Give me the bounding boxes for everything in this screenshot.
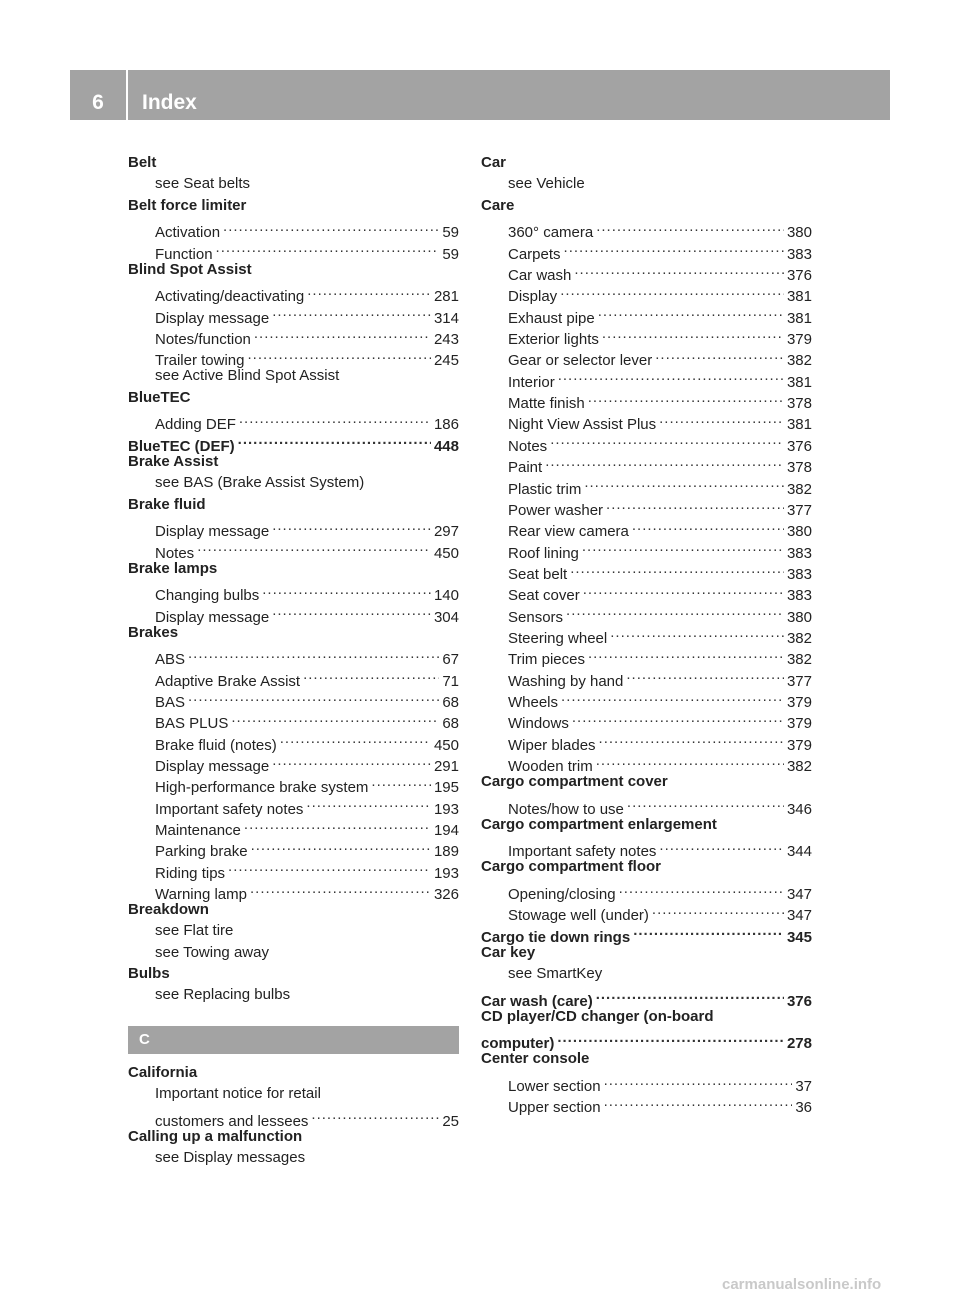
index-entry-page: 68 [442, 693, 459, 711]
page-title: Index [142, 91, 197, 114]
dot-leader [550, 429, 784, 450]
index-entry [128, 259, 459, 280]
index-entry-text: Paint [508, 459, 543, 477]
dot-leader [582, 536, 784, 557]
dot-leader [626, 664, 784, 685]
dot-leader [596, 216, 784, 237]
index-entry-text: Activation [155, 224, 221, 242]
index-entry [128, 365, 459, 386]
dot-leader [231, 707, 439, 728]
index-entry [128, 408, 459, 434]
index-entry-text: see Vehicle [508, 175, 585, 193]
index-entry-text: BAS [155, 693, 186, 711]
index-entry [481, 1006, 812, 1027]
dot-leader [596, 984, 784, 1005]
index-entry [128, 216, 459, 242]
index-entry [128, 920, 459, 941]
index-entry-page: 382 [786, 629, 812, 647]
index-entry [481, 856, 812, 877]
index-entry-text: Matte finish [508, 395, 585, 413]
index-entry-text: Display message [155, 309, 270, 327]
index-entry-text: Belt force limiter [128, 196, 247, 214]
index-entry-page: 37 [795, 1078, 812, 1096]
index-entry-text: Carpets [508, 245, 561, 263]
index-entry-text: Wooden trim [508, 757, 593, 775]
index-entry-page: 59 [442, 224, 459, 242]
index-entry-text: Display message [155, 608, 270, 626]
index-entry [481, 1048, 812, 1069]
index-entry-text: Cargo compartment floor [481, 858, 662, 876]
index-entry-page: 448 [433, 437, 459, 455]
dot-leader [598, 301, 784, 322]
index-entry-page: 68 [442, 715, 459, 733]
index-entry [481, 814, 812, 835]
index-entry-text: Wiper blades [508, 736, 596, 754]
index-entry-text: Stowage well (under) [508, 907, 649, 925]
index-entry-page: 71 [442, 672, 459, 690]
index-entry-text: Display [508, 288, 558, 306]
index-entry-text: Riding tips [155, 864, 226, 882]
index-entry-page: 278 [786, 1035, 812, 1053]
index-entry-text: Calling up a malfunction [128, 1127, 303, 1145]
index-entry-page: 379 [786, 736, 812, 754]
index-entry [128, 622, 459, 643]
index-entry [128, 515, 459, 541]
dot-leader [561, 686, 784, 707]
dot-leader [633, 920, 784, 941]
index-entry-text: Car [481, 154, 507, 171]
index-entry [128, 1126, 459, 1147]
index-entry [128, 451, 459, 472]
dot-leader [280, 728, 431, 749]
index-entry-text: Care [481, 196, 515, 214]
index-entry-page: 381 [786, 309, 812, 327]
index-entry [128, 899, 459, 920]
dot-leader [584, 472, 784, 493]
index-entry-text: Display message [155, 757, 270, 775]
index-entry-text: Trailer towing [155, 352, 245, 370]
index-entry-page: 195 [433, 779, 459, 797]
dot-leader [560, 280, 784, 301]
index-entry-page: 314 [433, 309, 459, 327]
index-entry-page: 378 [786, 395, 812, 413]
index-entry [128, 1104, 459, 1130]
index-entry-text: ABS [155, 651, 186, 669]
index-entry-text: see SmartKey [508, 965, 603, 983]
dot-leader [251, 835, 431, 856]
index-entry-page: 383 [786, 245, 812, 263]
index-entry-text: Function [155, 245, 213, 263]
index-entry [128, 1062, 459, 1083]
index-entry-text: Opening/closing [508, 886, 616, 904]
dot-leader [197, 536, 431, 557]
index-entry [481, 771, 812, 792]
index-entry-page: 193 [433, 800, 459, 818]
dot-leader [545, 451, 784, 472]
index-entry-page: 382 [786, 480, 812, 498]
index-entry-text: see Towing away [155, 943, 269, 961]
dot-leader [272, 515, 431, 536]
dot-leader [272, 750, 431, 771]
index-entry-text: Belt [128, 154, 157, 171]
index-entry-text: Brake fluid (notes) [155, 736, 277, 754]
index-entry [481, 152, 812, 173]
index-entry-page: 383 [786, 565, 812, 583]
index-entry-page: 378 [786, 459, 812, 477]
index-list-c [128, 1062, 459, 1169]
index-entry-text: Plastic trim [508, 480, 582, 498]
dot-leader [588, 643, 784, 664]
index-entry-page: 189 [433, 843, 459, 861]
dot-leader [557, 1027, 784, 1048]
index-entry-page: 67 [442, 651, 459, 669]
dot-leader [659, 835, 784, 856]
index-entry-text: Cargo compartment enlargement [481, 815, 717, 833]
index-entry-page: 381 [786, 288, 812, 306]
index-entry-text: see Replacing bulbs [155, 986, 291, 1004]
index-entry-text: High-performance brake system [155, 779, 369, 797]
index-entry [128, 280, 459, 306]
dot-leader [602, 323, 784, 344]
dot-leader [566, 600, 784, 621]
index-entry-text: Warning lamp [155, 886, 247, 904]
header-divider [126, 70, 128, 120]
dot-leader [216, 237, 440, 258]
index-entry-text: Exhaust pipe [508, 309, 595, 327]
index-entry-text: Roof lining [508, 544, 579, 562]
index-entry-text: see Display messages [155, 1149, 306, 1167]
dot-leader [228, 856, 431, 877]
dot-leader [632, 515, 784, 536]
dot-leader [652, 899, 784, 920]
index-entry [128, 942, 459, 963]
dot-leader [239, 408, 431, 429]
index-entry-page: 380 [786, 224, 812, 242]
index-entry-text: Activating/deactivating [155, 288, 305, 306]
index-entry [481, 984, 812, 1010]
index-entry-page: 377 [786, 672, 812, 690]
index-entry-page: 194 [433, 822, 459, 839]
index-entry-page: 377 [786, 501, 812, 519]
index-entry-text: Seat cover [508, 587, 580, 605]
index-entry-text: Brake fluid [128, 495, 206, 513]
index-entry-text: Car key [481, 943, 536, 961]
index-entry-text: Parking brake [155, 843, 248, 861]
dot-leader [627, 792, 784, 813]
index-entry-text: Power washer [508, 501, 604, 519]
index-entry-page: 376 [786, 992, 812, 1010]
index-entry-text: Important notice for retail [155, 1085, 321, 1103]
index-entry-text: see BAS (Brake Assist System) [155, 474, 365, 492]
index-entry-text: California [128, 1063, 198, 1081]
dot-leader [371, 771, 431, 792]
dot-leader [247, 344, 430, 365]
index-entry-page: 291 [433, 757, 459, 775]
dot-leader [583, 579, 784, 600]
index-entry-page: 383 [786, 587, 812, 605]
index-entry [128, 579, 459, 605]
index-entry-text: see Seat belts [155, 175, 251, 193]
index-entry-page: 297 [433, 523, 459, 541]
index-entry-page: 381 [786, 373, 812, 391]
dot-leader [272, 600, 431, 621]
index-entry [128, 643, 459, 669]
index-entry-page: 379 [786, 715, 812, 733]
dot-leader [570, 558, 784, 579]
index-column-right [481, 152, 812, 1117]
index-entry-text: Cargo tie down rings [481, 928, 631, 946]
index-entry-page: 450 [433, 544, 459, 562]
dot-leader [238, 429, 431, 450]
index-entry-page: 140 [433, 587, 459, 605]
index-entry-text: Washing by hand [508, 672, 624, 690]
index-entry-text: Seat belt [508, 565, 568, 583]
index-entry [481, 878, 812, 904]
page-number: 6 [92, 91, 104, 114]
index-entry-text: see Flat tire [155, 922, 234, 940]
index-entry-text: Important safety notes [155, 800, 304, 818]
index-entry-page: 380 [786, 608, 812, 626]
index-entry-page: 186 [433, 416, 459, 434]
index-entry-text: see Active Blind Spot Assist [155, 367, 340, 385]
dot-leader [307, 280, 431, 301]
index-entry-page: 345 [786, 928, 812, 946]
index-entry-text: Interior [508, 373, 555, 391]
index-entry-page: 36 [795, 1099, 812, 1117]
index-entry-text: CD player/CD changer (on-board [481, 1007, 714, 1025]
index-column-left [128, 152, 459, 1168]
index-entry-page: 344 [786, 843, 812, 861]
index-entry-page: 346 [786, 800, 812, 818]
index-entry [481, 1027, 812, 1053]
index-entry-text: Trim pieces [508, 651, 585, 669]
index-entry-page: 59 [442, 245, 459, 263]
index-entry [128, 1083, 459, 1104]
dot-leader [254, 323, 431, 344]
dot-leader [574, 259, 784, 280]
index-entry [481, 963, 812, 984]
index-entry-text: Lower section [508, 1078, 601, 1096]
index-list-b [128, 152, 459, 1006]
index-entry [481, 1070, 812, 1096]
index-entry-text: Notes [155, 544, 195, 562]
index-entry-text: Adding DEF [155, 416, 236, 434]
index-entry [128, 152, 459, 173]
dot-leader [188, 686, 439, 707]
index-entry-text: Bulbs [128, 965, 170, 983]
dot-leader [564, 237, 784, 258]
index-entry-page: 376 [786, 267, 812, 285]
dot-leader [606, 494, 784, 515]
dot-leader [610, 622, 784, 643]
index-entry-text: customers and lessees [155, 1112, 309, 1130]
index-entry-page: 380 [786, 523, 812, 541]
index-entry-page: 347 [786, 886, 812, 904]
index-entry [128, 195, 459, 216]
dot-leader [572, 707, 784, 728]
dot-leader [604, 1070, 793, 1091]
index-list-car [481, 152, 812, 1117]
index-entry-text: Brakes [128, 623, 179, 641]
index-entry-text: Sensors [508, 608, 564, 626]
dot-leader [306, 792, 431, 813]
index-entry-page: 379 [786, 331, 812, 349]
index-entry-page: 381 [786, 416, 812, 434]
index-entry-page: 245 [433, 352, 459, 370]
dot-leader [303, 664, 439, 685]
dot-leader [244, 814, 431, 835]
index-entry [481, 942, 812, 963]
index-entry-text: Notes/how to use [508, 800, 624, 818]
index-entry-page: 376 [786, 437, 812, 455]
index-entry-page: 304 [433, 608, 459, 626]
index-entry-page: 281 [433, 288, 459, 306]
index-entry-page: 347 [786, 907, 812, 925]
index-entry-page: 383 [786, 544, 812, 562]
dot-leader [588, 387, 784, 408]
index-entry-text: computer) [481, 1035, 555, 1053]
index-entry [128, 1147, 459, 1168]
index-entry-text: Brake Assist [128, 452, 219, 470]
section-header-c: C [128, 1026, 459, 1054]
index-entry-text: Rear view camera [508, 523, 629, 541]
dot-leader [655, 344, 784, 365]
index-entry-text: Car wash [508, 267, 572, 285]
index-entry-text: Display message [155, 523, 270, 541]
index-entry-text: BlueTEC [128, 388, 191, 406]
dot-leader [619, 878, 784, 899]
dot-leader [599, 728, 784, 749]
index-entry-text: Wheels [508, 693, 559, 711]
index-entry-page: 326 [433, 886, 459, 904]
index-entry-page: 379 [786, 693, 812, 711]
index-entry-page: 25 [442, 1112, 459, 1130]
index-entry-text: Night View Assist Plus [508, 416, 657, 434]
index-entry [128, 984, 459, 1005]
watermark: carmanualsonline.info [722, 1276, 882, 1293]
index-entry-text: Adaptive Brake Assist [155, 672, 301, 690]
index-entry [481, 216, 812, 242]
index-entry-text: Changing bulbs [155, 587, 260, 605]
index-entry-text: Car wash (care) [481, 992, 593, 1010]
index-entry [481, 173, 812, 194]
index-entry-page: 382 [786, 651, 812, 669]
index-entry-text: Notes [508, 437, 548, 455]
index-entry-page: 382 [786, 352, 812, 370]
index-entry-text: Cargo compartment cover [481, 772, 668, 790]
dot-leader [188, 643, 439, 664]
dot-leader [659, 408, 784, 429]
index-entry-text: Blind Spot Assist [128, 260, 252, 278]
index-entry-text: BAS PLUS [155, 715, 229, 733]
dot-leader [604, 1091, 793, 1112]
index-entry-text: Exterior lights [508, 331, 599, 349]
index-entry [481, 792, 812, 818]
dot-leader [558, 365, 784, 386]
index-entry-text: Important safety notes [508, 843, 657, 861]
index-entry-text: BlueTEC (DEF) [128, 437, 235, 455]
index-entry-text: Upper section [508, 1099, 601, 1117]
index-entry-text: Windows [508, 715, 569, 733]
index-entry [128, 387, 459, 408]
index-entry-text: Center console [481, 1050, 590, 1068]
index-entry-page: 193 [433, 864, 459, 882]
index-entry [128, 472, 459, 493]
index-entry [128, 558, 459, 579]
index-entry-text: Maintenance [155, 822, 241, 839]
index-entry-text: Notes/function [155, 331, 251, 349]
index-entry [128, 963, 459, 984]
index-entry-text: 360° camera [508, 224, 594, 242]
dot-leader [596, 750, 784, 771]
dot-leader [223, 216, 439, 237]
index-entry-text: Brake lamps [128, 559, 218, 577]
index-entry [481, 195, 812, 216]
dot-leader [262, 579, 431, 600]
dot-leader [250, 878, 431, 899]
dot-leader [311, 1104, 439, 1125]
index-entry-page: 450 [433, 736, 459, 754]
index-entry-text: Gear or selector lever [508, 352, 653, 370]
index-entry [481, 835, 812, 861]
dot-leader [272, 301, 431, 322]
index-entry-text: Breakdown [128, 901, 209, 919]
index-entry-page: 243 [433, 331, 459, 349]
index-entry-page: 382 [786, 757, 812, 775]
page-header [70, 70, 890, 120]
index-entry [128, 494, 459, 515]
index-entry-text: Steering wheel [508, 629, 608, 647]
index-entry [128, 173, 459, 194]
